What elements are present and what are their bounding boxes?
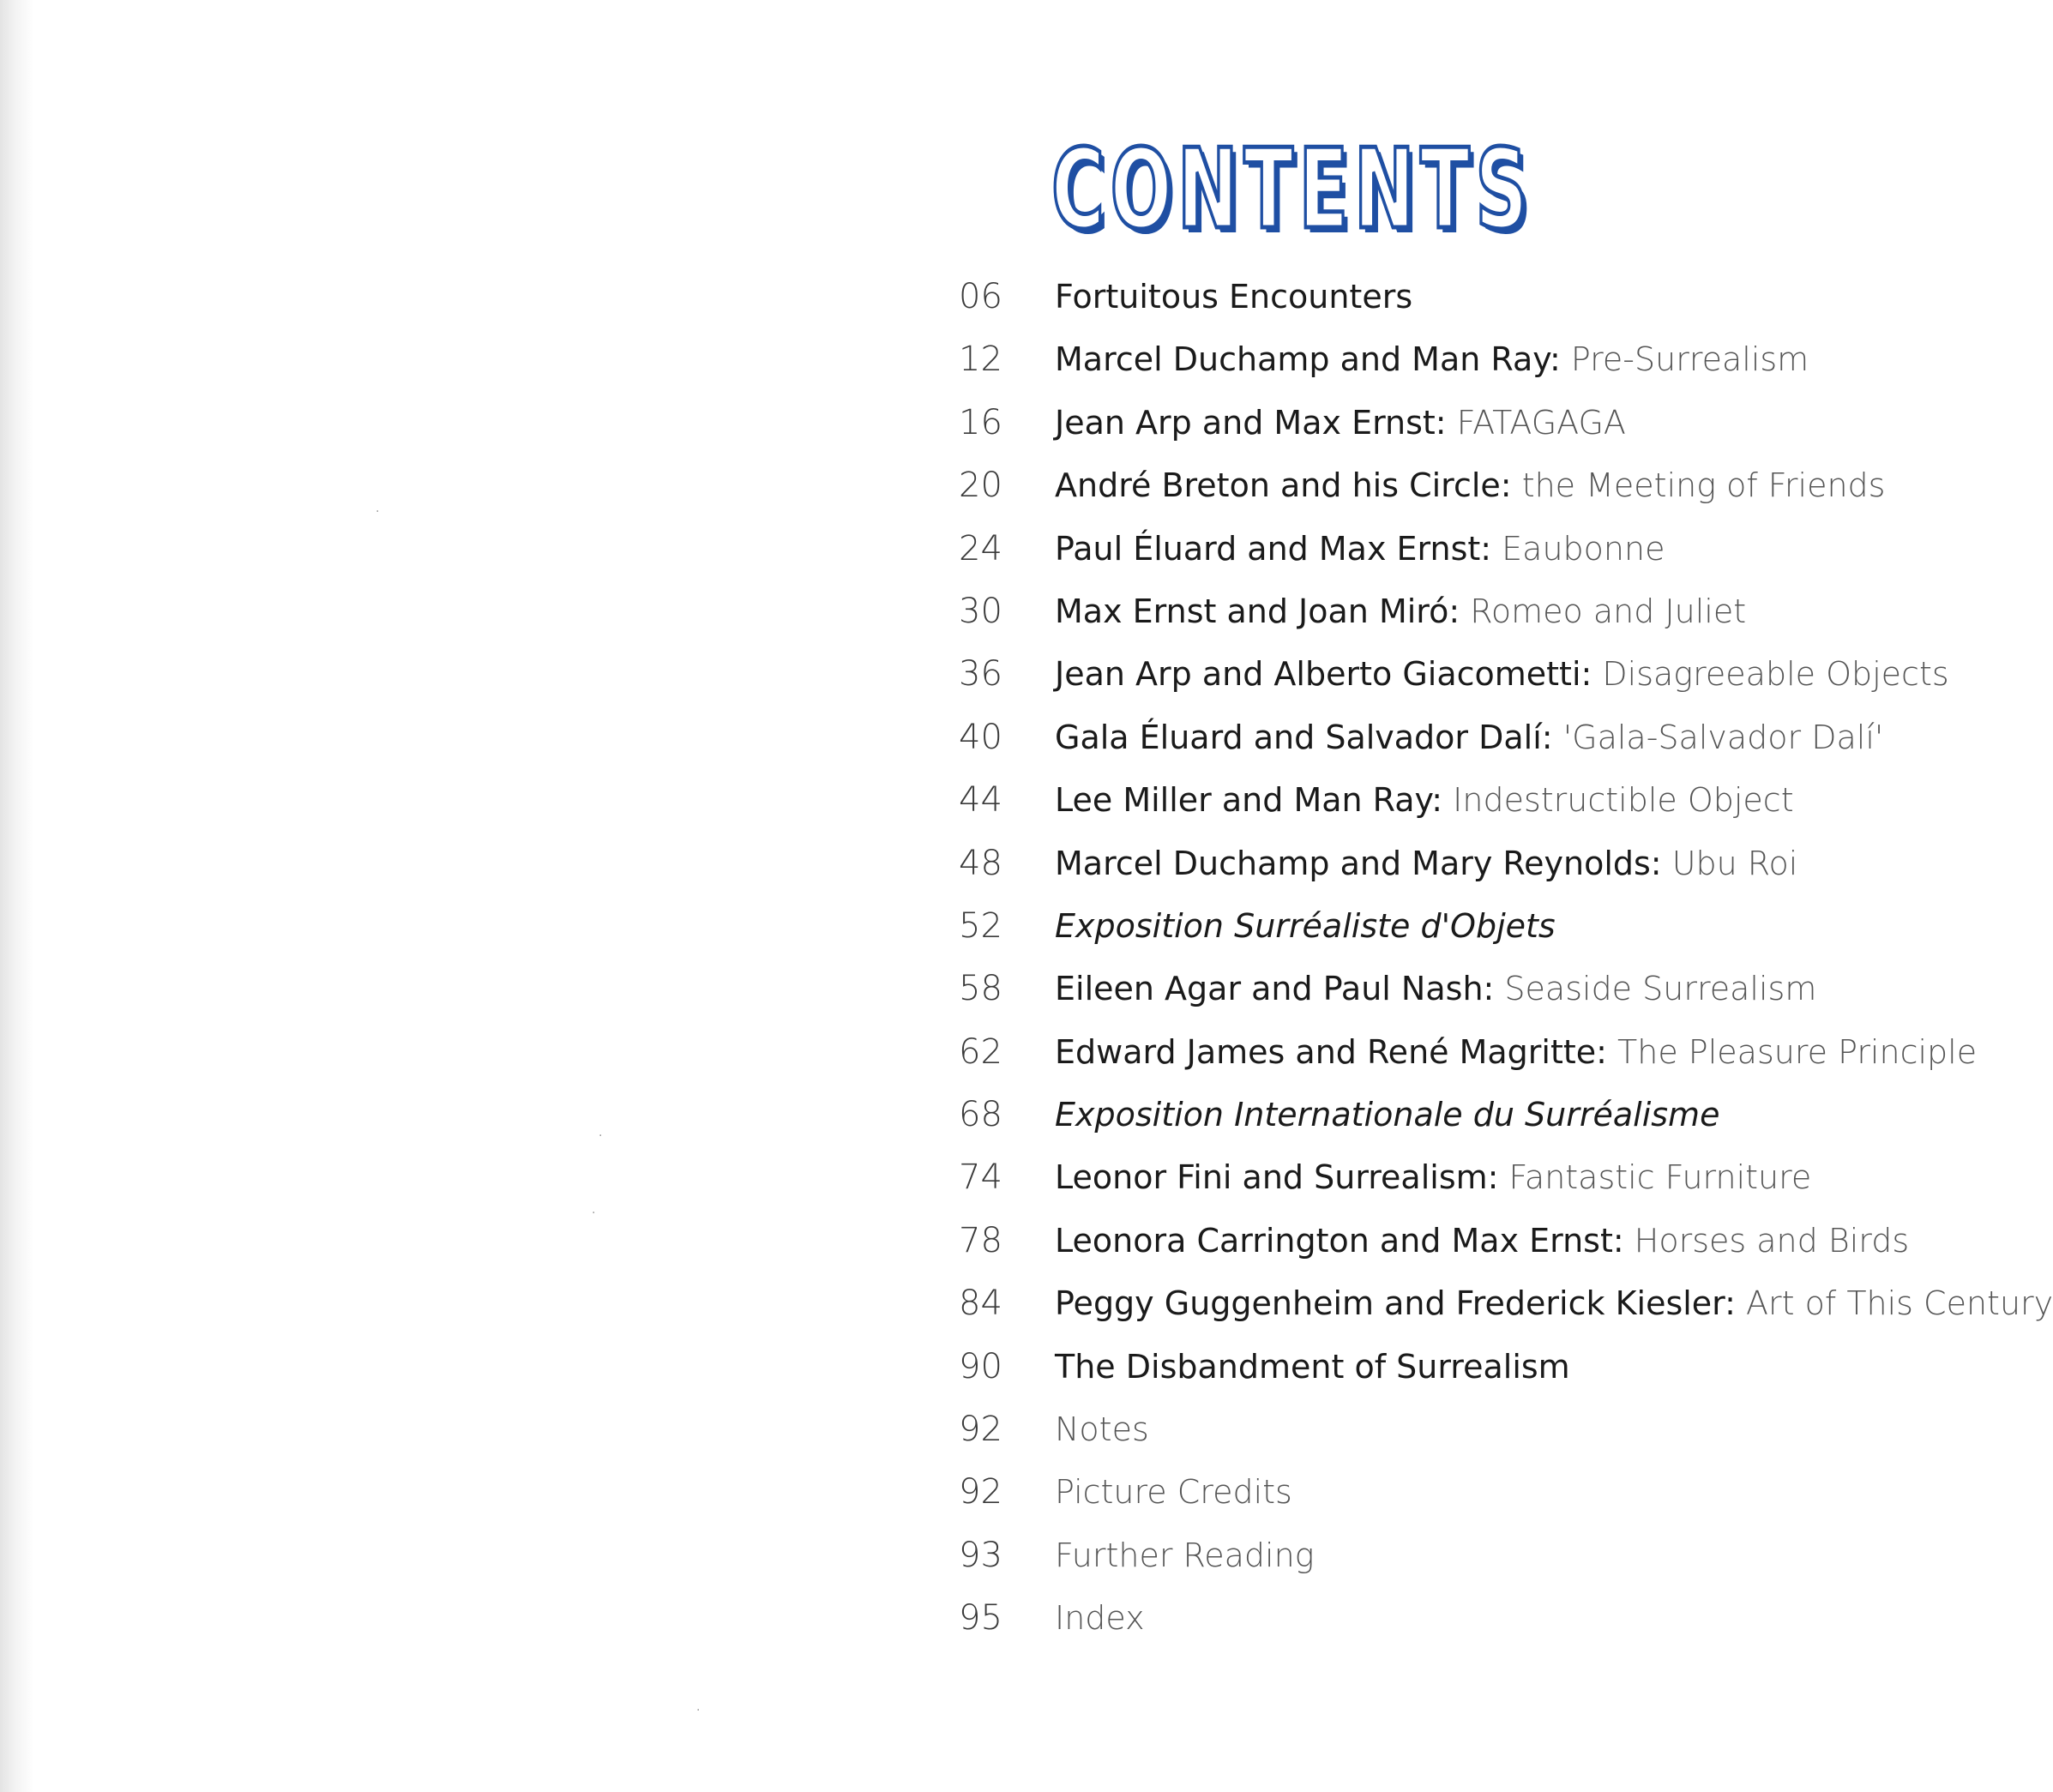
toc-entry-subtitle: Fantastic Furniture	[1508, 1158, 1812, 1197]
toc-entry-subtitle: Romeo and Juliet	[1470, 592, 1747, 630]
toc-entry-title	[1055, 1348, 1570, 1386]
toc-page-number: 92	[959, 1472, 1002, 1512]
toc-entry-lead: The Disbandment of Surrealism	[1055, 1347, 1570, 1386]
toc-entry	[959, 466, 2053, 528]
toc-entry-lead: Edward James and René Magritte:	[1055, 1032, 1618, 1071]
toc-entry	[959, 1472, 2053, 1535]
toc-entry-lead: Further Reading	[1055, 1536, 1315, 1574]
toc-entry-title	[1055, 278, 1412, 316]
toc-entry-lead: Leonora Carrington and Max Ernst:	[1055, 1221, 1635, 1260]
toc-entry	[959, 1221, 2053, 1284]
toc-entry-lead: Lee Miller and Man Ray:	[1055, 781, 1454, 820]
paper-speck: ·	[696, 1704, 701, 1717]
toc-entry-title	[1055, 1536, 1314, 1574]
toc-entry-lead: Exposition Internationale du Surréalisme	[1055, 1096, 1720, 1134]
toc-page-number: 93	[959, 1535, 1002, 1575]
toc-entry-lead: Leonor Fini and Surrealism:	[1055, 1158, 1509, 1197]
toc-page-number: 48	[959, 843, 1002, 883]
toc-page-number: 20	[959, 466, 1002, 506]
toc-entry-title	[1055, 1284, 2053, 1322]
toc-entry	[959, 1032, 2053, 1095]
toc-page-number: 44	[959, 780, 1002, 821]
toc-page-number: 36	[959, 654, 1002, 695]
toc-entry	[959, 529, 2053, 592]
toc-entry	[959, 1598, 2053, 1661]
toc-page-number: 78	[959, 1220, 1002, 1260]
toc-entry-title	[1055, 466, 1885, 504]
toc-entry-title	[1055, 530, 1665, 568]
book-gutter-shadow	[0, 0, 34, 1792]
paper-speck: ·	[599, 1129, 603, 1143]
toc-entry-title	[1055, 340, 1809, 378]
toc-entry	[959, 654, 2053, 717]
toc-entry-lead: Picture Credits	[1055, 1473, 1292, 1512]
paper-speck: ·	[592, 1206, 596, 1220]
toc-page-number: 68	[959, 1095, 1002, 1135]
toc-entry-title	[1055, 404, 1626, 442]
toc-page-number: 84	[959, 1284, 1002, 1324]
toc-entry-lead: Gala Éluard and Salvador Dalí:	[1055, 718, 1563, 756]
toc-entry-subtitle: Pre-Surrealism	[1570, 340, 1809, 379]
toc-entry	[959, 844, 2053, 906]
toc-entry	[959, 592, 2053, 654]
toc-entry-subtitle: Art of This Century	[1746, 1284, 2053, 1323]
toc-entry-subtitle: 'Gala-Salvador Dalí'	[1562, 718, 1884, 756]
table-of-contents	[959, 277, 2053, 1662]
toc-entry-lead: Jean Arp and Alberto Giacometti:	[1055, 655, 1603, 694]
toc-entry	[959, 1410, 2053, 1472]
toc-entry	[959, 780, 2053, 843]
toc-page-number: 12	[959, 340, 1002, 380]
toc-entry-subtitle: Horses and Birds	[1634, 1221, 1910, 1260]
toc-entry-title	[1055, 781, 1794, 819]
toc-entry-lead: Exposition Surréaliste d'Objets	[1055, 906, 1556, 945]
toc-entry	[959, 1536, 2053, 1598]
toc-entry-title	[1055, 655, 1949, 693]
toc-entry	[959, 1158, 2053, 1220]
toc-entry	[959, 1347, 2053, 1410]
toc-entry-title	[1055, 1410, 1149, 1448]
toc-entry-lead: Max Ernst and Joan Miró:	[1055, 592, 1471, 630]
toc-entry	[959, 403, 2053, 466]
toc-page-number: 06	[959, 277, 1002, 316]
toc-entry-title	[1055, 907, 1556, 945]
toc-page-number: 92	[959, 1410, 1002, 1450]
toc-entry	[959, 277, 2053, 340]
toc-entry-title	[1055, 592, 1746, 630]
toc-entry-title	[1055, 1096, 1719, 1134]
toc-entry	[959, 340, 2053, 402]
toc-entry-subtitle: FATAGAGA	[1456, 403, 1626, 442]
toc-entry-title	[1055, 1599, 1145, 1637]
toc-page-number: 62	[959, 1031, 1002, 1072]
toc-entry-title	[1055, 1158, 1811, 1196]
toc-entry-lead: Peggy Guggenheim and Frederick Kiesler:	[1055, 1284, 1747, 1323]
toc-entry-lead: Notes	[1055, 1410, 1149, 1449]
toc-entry-lead: Paul Éluard and Max Ernst:	[1055, 529, 1502, 568]
toc-page-number: 24	[959, 528, 1002, 568]
toc-page-number: 16	[959, 402, 1002, 442]
toc-page-number: 95	[959, 1598, 1002, 1639]
toc-entry-subtitle: Disagreeable Objects	[1602, 655, 1949, 694]
toc-entry-lead: Fortuitous Encounters	[1055, 278, 1413, 316]
toc-entry	[959, 969, 2053, 1031]
toc-entry-title	[1055, 1033, 1977, 1071]
toc-entry-lead: Index	[1055, 1599, 1145, 1638]
toc-entry	[959, 1284, 2053, 1346]
toc-entry	[959, 718, 2053, 780]
toc-entry-lead: Marcel Duchamp and Man Ray:	[1055, 340, 1571, 379]
contents-heading: CONTENTS	[1051, 126, 1533, 254]
toc-page-number: 74	[959, 1158, 1002, 1198]
toc-entry-subtitle: the Meeting of Friends	[1521, 466, 1886, 505]
toc-page-number: 58	[959, 969, 1002, 1009]
toc-page-number: 40	[959, 717, 1002, 757]
toc-entry-title	[1055, 1222, 1909, 1260]
toc-entry-lead: Jean Arp and Max Ernst:	[1055, 403, 1457, 442]
paper-speck: ·	[376, 505, 380, 519]
toc-entry-lead: Eileen Agar and Paul Nash:	[1055, 970, 1505, 1008]
toc-entry-title	[1055, 970, 1816, 1007]
toc-entry-title	[1055, 845, 1797, 882]
toc-page-number: 90	[959, 1346, 1002, 1386]
toc-page-number: 52	[959, 905, 1002, 946]
toc-entry-subtitle: Seaside Surrealism	[1504, 970, 1817, 1008]
toc-entry-title	[1055, 719, 1883, 756]
toc-entry-title	[1055, 1473, 1292, 1511]
toc-entry-subtitle: Eaubonne	[1502, 529, 1665, 568]
toc-entry-subtitle: Indestructible Object	[1453, 781, 1794, 820]
toc-entry	[959, 906, 2053, 969]
toc-entry-subtitle: The Pleasure Principle	[1617, 1032, 1978, 1071]
toc-entry-subtitle: Ubu Roi	[1671, 844, 1798, 882]
toc-entry-lead: Marcel Duchamp and Mary Reynolds:	[1055, 844, 1672, 882]
toc-page-number: 30	[959, 591, 1002, 631]
toc-entry	[959, 1095, 2053, 1158]
toc-entry-lead: André Breton and his Circle:	[1055, 466, 1522, 505]
